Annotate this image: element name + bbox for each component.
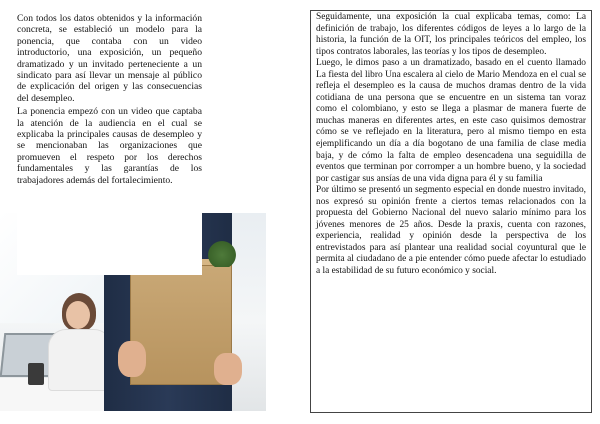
right-paragraph-2: Luego, le dimos paso a un dramatizado, basado en el cuento llamado La fiesta del libro Una escalera al cielo de Mario Mendoza en el cual se refleja el desempleo es la causa de muchos dramas dentro de la vida cotidiana de una persona que se encuentre en un sistema tan voraz como el colombiano, y esto se llega a plasmar de manera fuerte de muchas maneras en diferentes artes, en este caso quisimos demostrar cómo se ve reflejado en la literatura, pero al mismo tiempo en esta ejemplificando un día a día bogotano de una familia de clase media baja, y de cómo la falta de empleo desencadena una seguidilla de eventos que terminan por corromper a un hombre bueno, y la sociedad por castigar sus ansías de una vida digna para él y su familia (316, 58, 586, 184)
left-paragraph-2: La ponencia empezó con un video que captaba la atención de la audiencia en el cual se explicaba la principales causas de desempleo y se mencionaban las organizaciones que promueven el respeto por los derechos fundamentales y las garantías de los trabajadores además del fortalecimiento. (17, 106, 202, 186)
pen-holder-shape (28, 363, 44, 385)
woman-face-shape (66, 301, 90, 329)
right-paragraph-1: Seguidamente, una exposición la cual explicaba temas, como: La definición de trabajo, los diferentes códigos de leyes a lo largo de la historia, la función de la OIT, los principales teóricos del empleo, los tipos contratos laborales, las teorías y los tipos de desempleo. (316, 12, 586, 57)
right-hand-shape (214, 353, 242, 385)
left-text-block (17, 13, 202, 275)
left-hand-shape (118, 341, 146, 377)
plant-shape (208, 237, 236, 267)
woman-body-shape (48, 329, 112, 391)
left-paragraph-1: Con todos los datos obtenidos y la información concreta, se estableció un modelo para la ponencia, que contaba con un video introductorio, una exposición, un pequeño dramatizado y un invitado perteneciente a un sindicato para así llevar un mensaje al público de explicación del origen y las consecuencias del desempleo. (17, 13, 202, 104)
right-text-box (310, 10, 592, 413)
right-paragraph-3: Por último se presentó un segmento especial en donde nuestro invitado, nos expresó su opinión frente a ciertos temas relacionados con la propuesta del Gobierno Nacional del nuevo salario mínimo para los jóvenes menores de 25 años. Desde la praxis, cuenta con razones, experiencia, realidad y opinión desde la perspectiva de los entrevistados para así plantear una realidad social coyuntural que le permita al ciudadano de a pie entender cómo puede afectar lo estudiado a la estabilidad de su futuro económico y social. (316, 185, 586, 277)
